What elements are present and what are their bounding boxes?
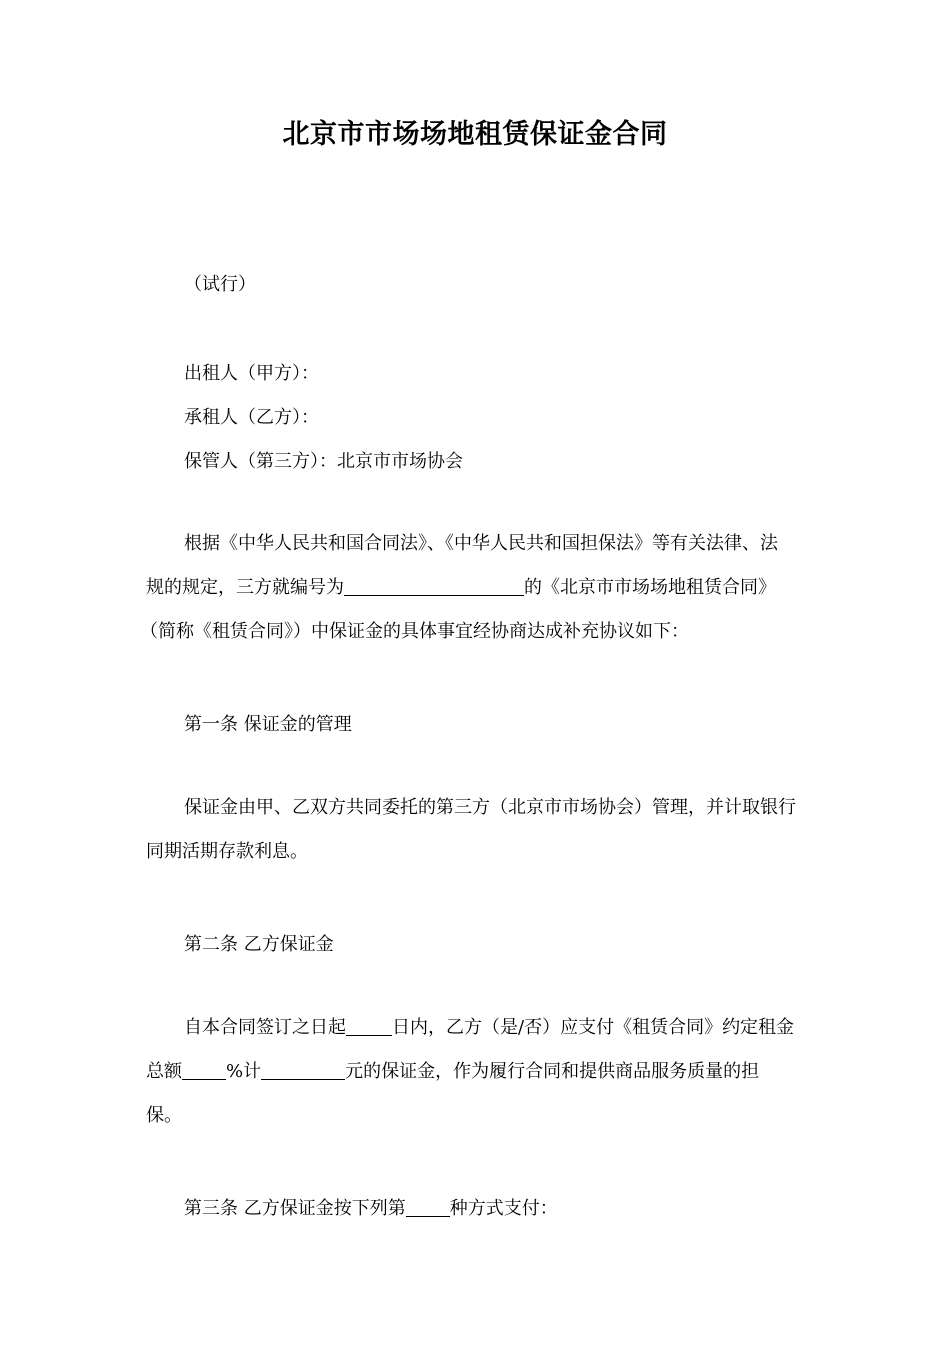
party-lessee: 承租人（乙方）：	[184, 407, 319, 428]
document-title: 北京市市场场地租赁保证金合同	[282, 119, 668, 150]
intro-line-2-before: 规的规定，三方就编号为	[146, 577, 344, 598]
article-3-heading-after: 种方式支付：	[449, 1198, 558, 1219]
article-2-line-1-before: 自本合同签订之日起	[184, 1017, 346, 1038]
contract-number-blank[interactable]	[344, 575, 524, 596]
days-blank[interactable]	[346, 1015, 392, 1036]
intro-line-1: 根据《中华人民共和国合同法》、《中华人民共和国担保法》等有关法律、法	[184, 533, 778, 554]
article-2-line-3: 保。	[146, 1105, 182, 1126]
document-subtitle: （试行）	[184, 274, 256, 295]
percent-blank[interactable]	[182, 1059, 226, 1080]
article-1-paragraph	[146, 786, 818, 874]
article-3-heading-before: 第三条 乙方保证金按下列第	[184, 1198, 406, 1219]
payment-method-blank[interactable]	[406, 1196, 450, 1217]
party-lessor: 出租人（甲方）：	[184, 363, 319, 384]
article-2-line-2	[146, 1050, 818, 1094]
intro-line-3: （简称《租赁合同》）中保证金的具体事宜经协商达成补充协议如下：	[140, 621, 689, 642]
article-3-heading	[184, 1194, 558, 1220]
article-2-line-2-b: %计	[226, 1061, 262, 1082]
article-2-heading: 第二条 乙方保证金	[184, 934, 334, 955]
article-2-line-1	[146, 1006, 818, 1050]
article-1-line-2: 同期活期存款利息。	[146, 841, 308, 862]
article-2-line-1-after: 日内，乙方（是/否）应支付《租赁合同》约定租金	[392, 1017, 795, 1038]
intro-paragraph	[140, 522, 818, 654]
article-2-paragraph	[146, 1006, 818, 1138]
amount-blank[interactable]	[261, 1059, 345, 1080]
intro-line-2	[146, 566, 818, 610]
article-1-heading: 第一条 保证金的管理	[184, 714, 352, 735]
intro-line-2-after: 的《北京市市场场地租赁合同》	[524, 577, 776, 598]
article-1-line-1: 保证金由甲、乙双方共同委托的第三方（北京市市场协会）管理，并计取银行	[184, 797, 796, 818]
article-2-line-2-c: 元的保证金，作为履行合同和提供商品服务质量的担	[345, 1061, 760, 1082]
party-custodian: 保管人（第三方）：北京市市场协会	[184, 451, 463, 472]
article-2-line-2-a: 总额	[146, 1061, 182, 1082]
